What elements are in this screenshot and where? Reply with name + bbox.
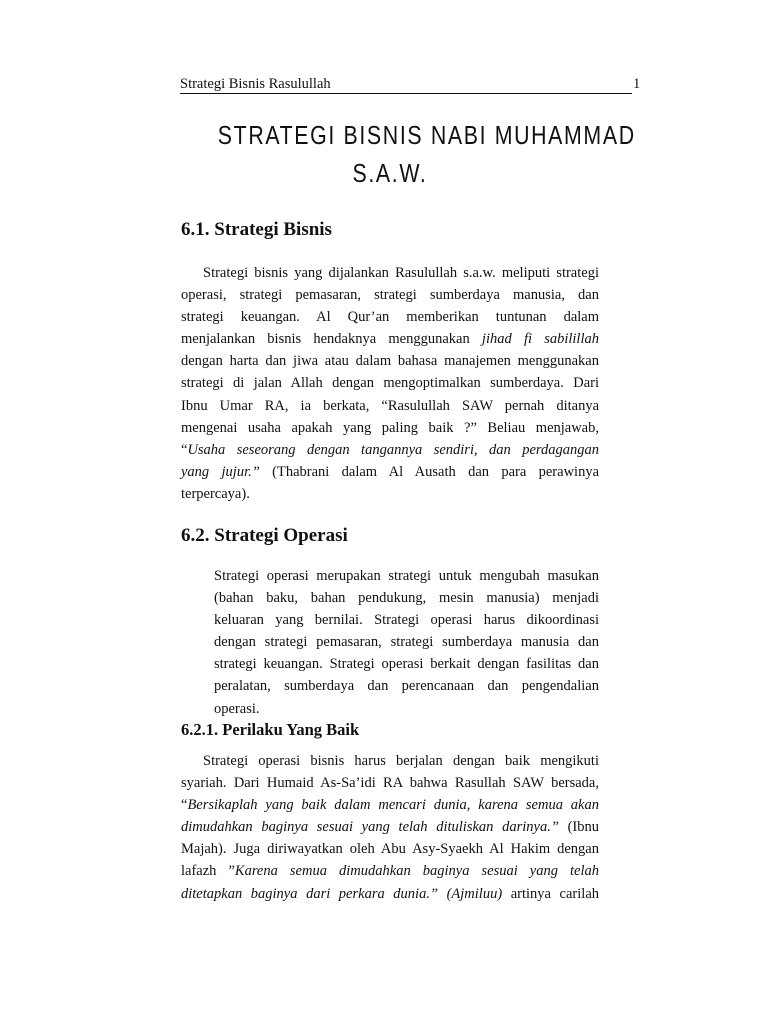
section-heading-6-1: 6.1. Strategi Bisnis bbox=[181, 219, 332, 240]
text-run: mengenai usaha apakah yang paling baik ?” Beliau menjawab, bbox=[181, 419, 599, 436]
document-title bbox=[217, 116, 636, 192]
italic-text: Bersikaplah yang baik dalam mencari dunia, karena semua akan bbox=[187, 797, 599, 814]
italic-text: jihad fi sabilillah bbox=[481, 331, 599, 348]
text-run: “ bbox=[181, 441, 188, 458]
text-line bbox=[181, 794, 599, 816]
italic-text: Karena semua dimudahkan baginya sesuai yang telah bbox=[234, 863, 600, 880]
paragraph-6-2 bbox=[214, 565, 599, 720]
text-line bbox=[181, 461, 599, 483]
text-run: strategi keuangan. Strategi operasi berkait dengan fasilitas dan bbox=[214, 656, 599, 673]
text-line bbox=[214, 587, 599, 609]
text-run: dengan strategi pemasaran, strategi sumberdaya manusia dan bbox=[214, 634, 599, 651]
section-heading-6-2: 6.2. Strategi Operasi bbox=[181, 525, 348, 546]
text-run: Strategi operasi bisnis harus berjalan dengan baik mengikuti bbox=[203, 753, 599, 769]
paragraph-6-1 bbox=[181, 262, 599, 505]
document-title-line-1: STRATEGI BISNIS NABI MUHAMMAD bbox=[217, 120, 636, 150]
text-line bbox=[214, 565, 599, 587]
header-rule bbox=[180, 93, 632, 94]
italic-text: yang jujur.” bbox=[181, 463, 260, 480]
text-run: peralatan, sumberdaya dan perencanaan dan pengendalian bbox=[214, 678, 599, 695]
text-run: Ibnu Umar RA, ia berkata, “Rasulullah SAW pernah ditanya bbox=[181, 397, 599, 414]
text-run: Strategi operasi merupakan strategi untuk mengubah masukan bbox=[214, 568, 599, 584]
text-line bbox=[181, 306, 599, 328]
text-run: syariah. Dari Humaid As-Sa’idi RA bahwa Rasullah SAW bersada, bbox=[181, 775, 599, 792]
running-header-title: Strategi Bisnis Rasulullah bbox=[180, 76, 331, 92]
text-line bbox=[181, 372, 599, 394]
text-run: Strategi bisnis yang dijalankan Rasulullah s.a.w. meliputi strategi bbox=[203, 265, 599, 281]
subsection-heading-6-2-1: 6.2.1. Perilaku Yang Baik bbox=[181, 720, 360, 739]
text-line bbox=[181, 328, 599, 350]
text-run: (bahan baku, bahan pendukung, mesin manusia) menjadi bbox=[214, 590, 599, 607]
text-run: strategi keuangan. Al Qur’an memberikan tuntunan dalam bbox=[181, 309, 599, 326]
text-run: strategi di jalan Allah dengan mengoptimalkan sumberdaya. Dari bbox=[181, 375, 599, 392]
text-line bbox=[214, 609, 599, 631]
text-line bbox=[181, 284, 599, 306]
text-line bbox=[181, 772, 599, 794]
text-line bbox=[181, 439, 599, 461]
text-line bbox=[181, 350, 599, 372]
italic-text: dimudahkan baginya sesuai yang telah dituliskan darinya.” bbox=[181, 819, 559, 836]
text-run: menjalankan bisnis hendaknya menggunakan bbox=[181, 331, 482, 348]
document-title-line-2: S.A.W. bbox=[352, 158, 428, 188]
text-run: lafazh ” bbox=[181, 863, 235, 880]
text-line bbox=[214, 653, 599, 675]
text-run: keluaran yang bernilai. Strategi operasi harus dikoordinasi bbox=[214, 612, 599, 629]
page-number: 1 bbox=[633, 76, 641, 92]
italic-text: ditetapkan baginya dari perkara dunia.” (Ajmiluu) bbox=[181, 885, 503, 902]
italic-text: Usaha seseorang dengan tangannya sendiri, dan perdagangan bbox=[187, 441, 599, 458]
text-run: operasi, strategi pemasaran, strategi sumberdaya manusia, dan bbox=[181, 287, 599, 304]
text-run: Majah). Juga diriwayatkan oleh Abu Asy-Syaekh Al Hakim dengan bbox=[181, 841, 599, 858]
text-line bbox=[181, 417, 599, 439]
text-run: terpercaya). bbox=[181, 485, 250, 502]
text-run: “ bbox=[181, 797, 188, 814]
paragraph-6-2-1 bbox=[181, 750, 599, 905]
text-line bbox=[181, 395, 599, 417]
text-line bbox=[181, 816, 599, 838]
text-run: (Ibnu bbox=[558, 819, 599, 836]
text-run: artinya carilah bbox=[502, 885, 599, 902]
text-line bbox=[181, 838, 599, 860]
text-run: (Thabrani dalam Al Ausath dan para perawinya bbox=[259, 463, 600, 480]
text-line bbox=[214, 675, 599, 697]
text-line bbox=[181, 883, 599, 905]
text-run: operasi. bbox=[214, 700, 260, 717]
text-line bbox=[181, 750, 599, 772]
text-line bbox=[181, 262, 599, 284]
text-line bbox=[214, 631, 599, 653]
text-line bbox=[181, 860, 599, 882]
text-run: dengan harta dan jiwa atau dalam bahasa manajemen menggunakan bbox=[181, 353, 599, 370]
